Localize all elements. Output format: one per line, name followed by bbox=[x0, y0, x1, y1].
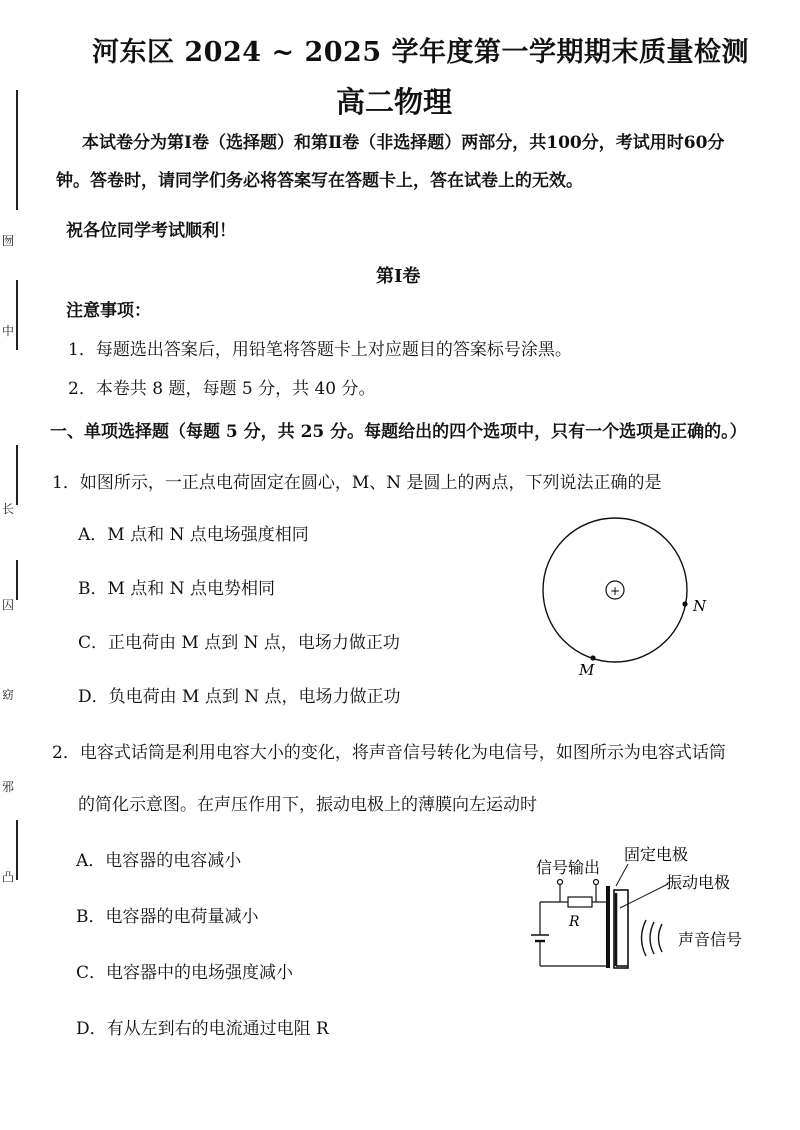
sound-wave-icon bbox=[650, 922, 654, 954]
margin-mark: 长 bbox=[2, 502, 15, 516]
good-luck-text: 祝各位同学考试顺利！ bbox=[66, 221, 236, 241]
margin-mark: 囚 bbox=[2, 598, 15, 612]
intro-line-1: 本试卷分为第Ⅰ卷（选择题）和第Ⅱ卷（非选择题）两部分，共100分，考试用时60分 bbox=[82, 133, 725, 153]
note-item: 2．本卷共 8 题，每题 5 分，共 40 分。 bbox=[68, 379, 376, 399]
fixed-electrode-label: 固定电极 bbox=[624, 845, 689, 864]
question-2-stem-line-2: 的简化示意图。在声压作用下，振动电极上的薄膜向左运动时 bbox=[78, 795, 537, 815]
intro-line-2: 钟。答卷时，请同学们务必将答案写在答题卡上，答在试卷上的无效。 bbox=[56, 171, 583, 191]
margin-mark: 邪 bbox=[2, 780, 15, 794]
question-2-option-b: B．电容器的电荷量减小 bbox=[76, 907, 259, 927]
sound-wave-icon bbox=[642, 920, 647, 956]
subject-title: 高二物理 bbox=[336, 85, 453, 119]
question-2-figure bbox=[520, 838, 790, 988]
question-2-option-d: D．有从左到右的电流通过电阻 R bbox=[76, 1019, 329, 1039]
signal-output-label: 信号输出 bbox=[536, 858, 601, 877]
note-item: 1．每题选出答案后，用铅笔将答题卡上对应题目的答案标号涂黑。 bbox=[68, 340, 572, 360]
vibrating-electrode-label: 振动电极 bbox=[666, 873, 731, 892]
resistor bbox=[568, 897, 592, 907]
notes-title: 注意事项： bbox=[66, 301, 151, 321]
point-m-label: M bbox=[579, 661, 595, 679]
sound-wave-icon bbox=[659, 924, 663, 952]
charge-sign: + bbox=[609, 584, 621, 598]
margin-rule bbox=[16, 560, 18, 600]
margin-rule bbox=[16, 820, 18, 880]
question-1-figure bbox=[530, 512, 730, 682]
question-2-option-a: A．电容器的电容减小 bbox=[76, 851, 242, 871]
margin-mark: 中 bbox=[2, 324, 15, 338]
margin-mark: 窈 bbox=[2, 688, 15, 702]
point-n-dot bbox=[682, 601, 687, 606]
question-1-option-b: B．M 点和 N 点电势相同 bbox=[78, 579, 275, 599]
question-1-option-a: A．M 点和 N 点电场强度相同 bbox=[78, 525, 309, 545]
point-m-dot bbox=[590, 655, 595, 660]
resistor-label: R bbox=[569, 914, 580, 930]
question-1-option-d: D．负电荷由 M 点到 N 点，电场力做正功 bbox=[78, 687, 401, 707]
margin-rule bbox=[16, 90, 18, 210]
question-2-stem-line-1: 2．电容式话筒是利用电容大小的变化，将声音信号转化为电信号，如图所示为电容式话筒 bbox=[52, 743, 726, 763]
margin-mark: 凸 bbox=[2, 870, 15, 884]
part-heading: 第Ⅰ卷 bbox=[376, 266, 421, 287]
margin-mark: 囫 bbox=[2, 234, 15, 248]
margin-rule bbox=[16, 280, 18, 350]
question-1-option-c: C．正电荷由 M 点到 N 点，电场力做正功 bbox=[78, 633, 400, 653]
exam-title: 河东区 2024 ~ 2025 学年度第一学期期末质量检测 bbox=[92, 37, 750, 68]
sound-signal-label: 声音信号 bbox=[678, 930, 743, 949]
output-terminal bbox=[594, 880, 599, 885]
point-n-label: N bbox=[693, 597, 707, 615]
margin-rule bbox=[16, 445, 18, 505]
question-1-stem: 1．如图所示，一正点电荷固定在圆心，M、N 是圆上的两点，下列说法正确的是 bbox=[52, 473, 662, 493]
question-2-option-c: C．电容器中的电场强度减小 bbox=[76, 963, 294, 983]
output-terminal bbox=[558, 880, 563, 885]
section-heading: 一、单项选择题（每题 5 分，共 25 分。每题给出的四个选项中，只有一个选项是正确的。） bbox=[50, 422, 747, 442]
